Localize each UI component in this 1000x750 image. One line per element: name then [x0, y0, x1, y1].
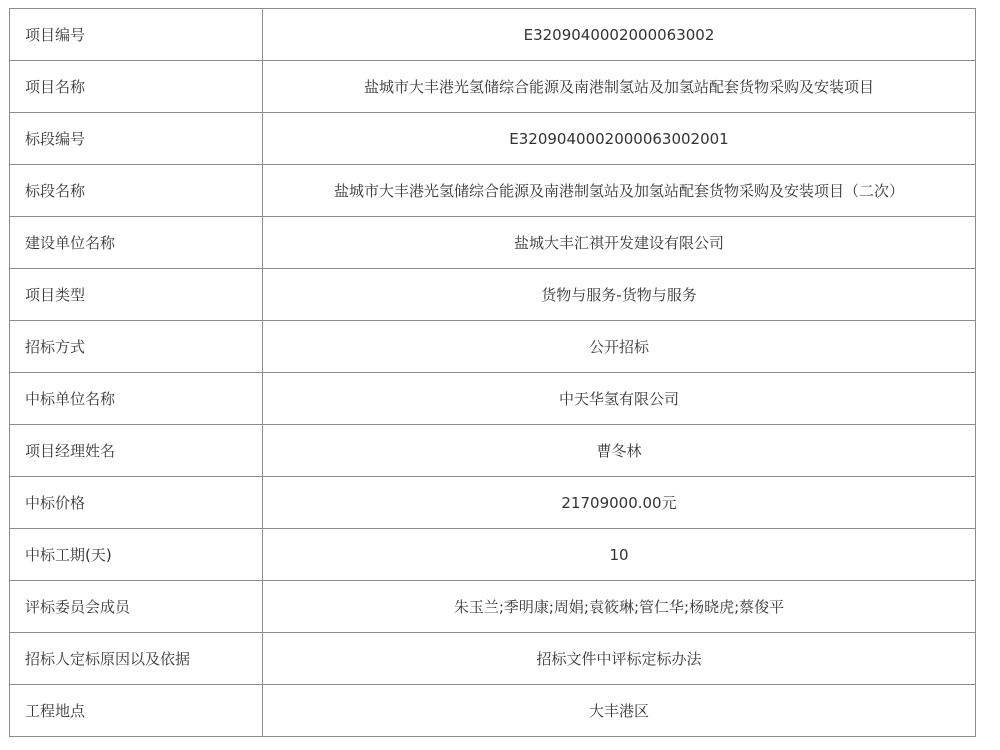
bid-result-table-container: [9, 8, 976, 737]
table-row-tender-method: [10, 321, 976, 373]
row-label: 评标委员会成员: [10, 581, 263, 633]
row-value: 大丰港区: [263, 685, 976, 737]
row-label: 中标工期(天): [10, 529, 263, 581]
table-row-section-number: [10, 113, 976, 165]
row-label: 项目经理姓名: [10, 425, 263, 477]
row-value: 21709000.00元: [263, 477, 976, 529]
table-row-award-basis: [10, 633, 976, 685]
row-value: 货物与服务-货物与服务: [263, 269, 976, 321]
row-label: 项目编号: [10, 9, 263, 61]
row-label: 标段编号: [10, 113, 263, 165]
row-value: 中天华氢有限公司: [263, 373, 976, 425]
row-label: 中标单位名称: [10, 373, 263, 425]
table-row-project-name: [10, 61, 976, 113]
table-row-committee: [10, 581, 976, 633]
table-row-project-type: [10, 269, 976, 321]
row-value: 盐城市大丰港光氢储综合能源及南港制氢站及加氢站配套货物采购及安装项目（二次）: [263, 165, 976, 217]
table-row-project-number: [10, 9, 976, 61]
row-value: 盐城市大丰港光氢储综合能源及南港制氢站及加氢站配套货物采购及安装项目: [263, 61, 976, 113]
row-label: 招标人定标原因以及依据: [10, 633, 263, 685]
row-value: 公开招标: [263, 321, 976, 373]
bid-result-table: [9, 8, 976, 737]
row-label: 项目类型: [10, 269, 263, 321]
row-label: 招标方式: [10, 321, 263, 373]
row-value: 朱玉兰;季明康;周娟;袁筱琳;管仁华;杨晓虎;蔡俊平: [263, 581, 976, 633]
table-row-location: [10, 685, 976, 737]
table-row-builder: [10, 217, 976, 269]
table-row-winning-price: [10, 477, 976, 529]
table-row-duration: [10, 529, 976, 581]
row-value: E3209040002000063002: [263, 9, 976, 61]
row-value: E3209040002000063002001: [263, 113, 976, 165]
row-label: 建设单位名称: [10, 217, 263, 269]
row-label: 标段名称: [10, 165, 263, 217]
table-row-winning-bidder: [10, 373, 976, 425]
row-label: 项目名称: [10, 61, 263, 113]
row-value: 盐城大丰汇祺开发建设有限公司: [263, 217, 976, 269]
row-label: 中标价格: [10, 477, 263, 529]
row-value: 曹冬林: [263, 425, 976, 477]
row-value: 招标文件中评标定标办法: [263, 633, 976, 685]
row-value: 10: [263, 529, 976, 581]
row-label: 工程地点: [10, 685, 263, 737]
table-row-project-manager: [10, 425, 976, 477]
table-row-section-name: [10, 165, 976, 217]
